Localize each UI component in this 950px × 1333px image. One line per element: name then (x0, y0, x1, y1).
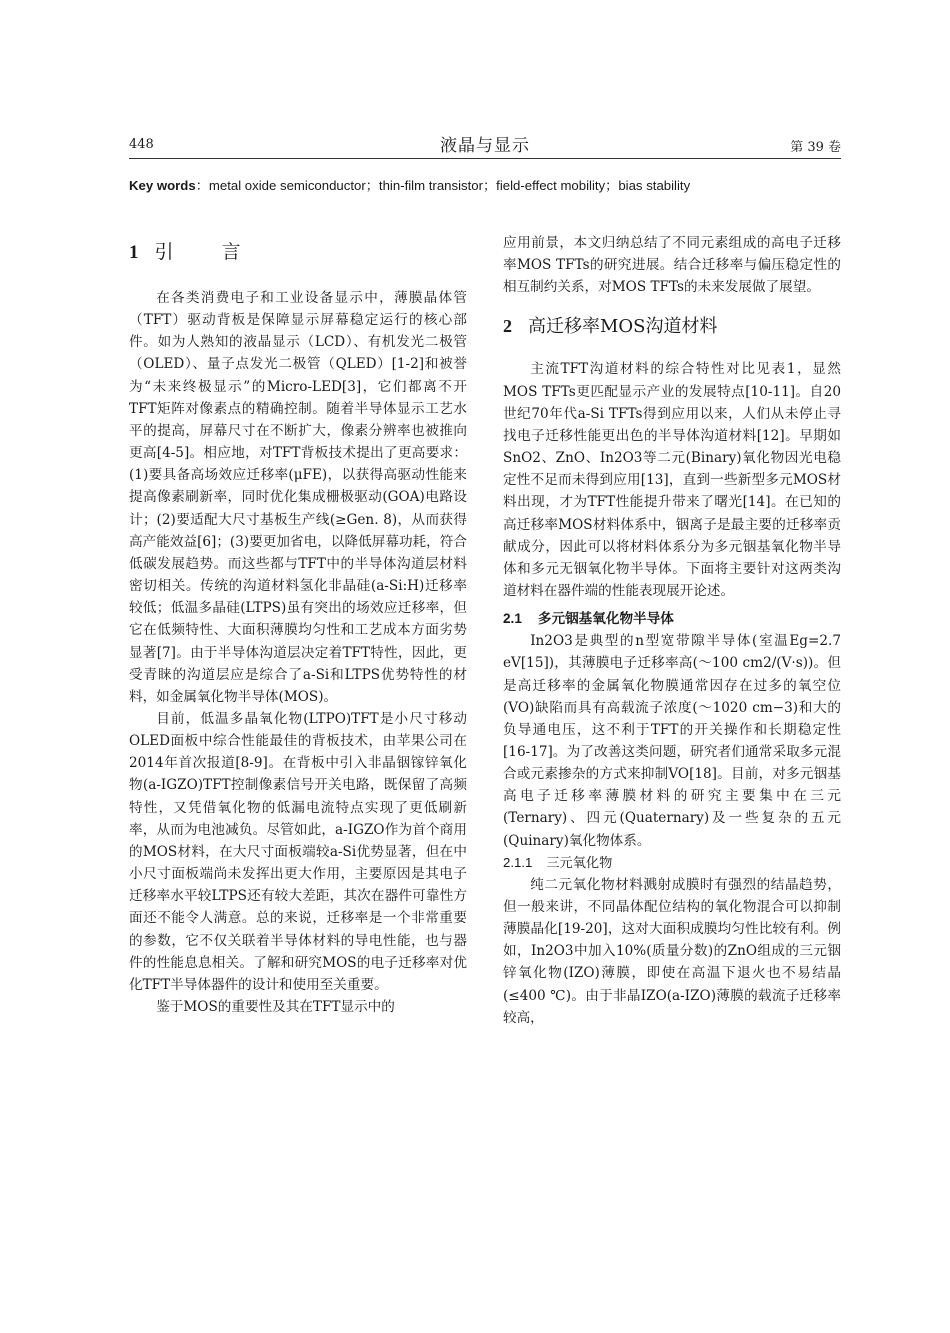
journal-name: 液晶与显示 (440, 136, 530, 156)
keywords-label: Key words (129, 178, 196, 193)
volume-number: 第 39 卷 (790, 140, 841, 155)
subsection-2-1-heading (503, 608, 841, 630)
left-column (129, 232, 467, 1018)
section-1-heading (129, 241, 467, 264)
subsection-2-1-number: 2.1 (503, 611, 522, 627)
intro-paragraph-1: 在各类消费电子和工业设备显示中，薄膜晶体管（TFT）驱动背板是保障显示屏幕稳定运行的核心部件。如为人熟知的液晶显示（LCD）、有机发光二极管（OLED）、量子点发光二极管（QLED）[1-2]和被誉为“未来终极显示”的Micro-LED[3]，它们都离不开TFT矩阵对像素点的精确控制。随着半导体显示工艺水平的提高，屏幕尺寸在不断扩大，像素分辨率也被推向更高[4-5]。相应地，对TFT背板技术提出了更高要求：(1)要具备高场效应迁移率(μFE)，以获得高驱动性能来提高像素刷新率，同时优化集成栅极驱动(GOA)电路设计；(2)要适配大尺寸基板生产线(≥Gen. 8)，从而获得高产能效益[6]；(3)要更加省电，以降低屏幕功耗，符合低碳发展趋势。而这些都与TFT中的半导体沟道层材料密切相关。传统的沟道材料氢化非晶硅(a-Si:H)迁移率较低；低温多晶硅(LTPS)虽有突出的场效应迁移率，但它在低频特性、大面积薄膜均匀性和工艺成本方面劣势显著[7]。由于半导体沟道层决定着TFT特性，因此，更受青睐的沟道层应是综合了a-Si和LTPS优势特性的材料，如金属氧化物半导体(MOS)。 (129, 290, 467, 705)
page-number: 448 (129, 137, 154, 152)
header-rule (129, 158, 841, 159)
intro-paragraph-3-cont: 应用前景，本文归纳总结了不同元素组成的高电子迁移率MOS TFTs的研究进展。结合迁移率与偏压稳定性的相互制约关系，对MOS TFTs的未来发展做了展望。 (503, 235, 841, 296)
section-2-paragraph: 主流TFT沟道材料的综合特性对比见表1，显然MOS TFTs更匹配显示产业的发展特点[10-11]。自20世纪70年代a-Si TFTs得到应用以来，人们从未停止寻找电子迁移性能更出色的半导体沟道材料[12]。早期如SnO2、ZnO、In2O3等二元(Binary)氧化物因光电稳定性不足而未得到应用[13]，直到一些新型多元MOS材料出现，才为TFT性能提升带来了曙光[14]。在已知的高迁移率MOS材料体系中，铟离子是最主要的迁移率贡献成分，因此可以将材料体系分为多元铟基氧化物半导体和多元无铟氧化物半导体。下面将主要针对这两类沟道材料在器件端的性能表现展开论述。 (503, 361, 841, 600)
section-1-title: 引言 (154, 241, 289, 263)
keywords-line (129, 175, 841, 194)
subsection-2-1-paragraph: In2O3是典型的n型宽带隙半导体(室温Eg=2.7 eV[15])，其薄膜电子迁移率高(～100 cm2/(V·s))。但是高迁移率的金属氧化物膜通常因存在过多的氧空位(VO)缺陷而具有高载流子浓度(～1020 cm−3)和大的负导通电压，这不利于TFT的开关操作和长期稳定性[16-17]。为了改善这类问题，研究者们通常采取多元混合或元素掺杂的方式来抑制VO[18]。目前，对多元铟基高电子迁移率薄膜材料的研究主要集中在三元(Ternary)、四元(Quaternary)及一些复杂的五元(Quinary)氧化物体系。 (503, 633, 841, 849)
section-2-heading (503, 315, 841, 338)
subsection-2-1-1-paragraph: 纯二元氧化物材料溅射成膜时有强烈的结晶趋势，但一般来讲，不同晶体配位结构的氧化物混合可以抑制薄膜晶化[19-20]，这对大面积成膜均匀性比较有利。例如，In2O3中加入10%(质量分数)的ZnO组成的三元铟锌氧化物(IZO)薄膜，即使在高温下退火也不易结晶(≤400 ℃)。由于非晶IZO(a-IZO)薄膜的载流子迁移率较高， (503, 876, 841, 1026)
intro-paragraph-3: 鉴于MOS的重要性及其在TFT显示中的 (156, 999, 395, 1015)
section-1-number: 1 (129, 242, 139, 263)
subsection-2-1-1-heading (503, 852, 841, 874)
section-2-number: 2 (503, 316, 512, 337)
subsection-2-1-1-number: 2.1.1 (503, 854, 533, 870)
section-2-title: 高迁移率MOS沟道材料 (528, 316, 718, 338)
keywords-text: ：metal oxide semiconductor；thin-film transistor；field-effect mobility；bias stability (195, 178, 691, 193)
right-column (503, 232, 841, 1029)
subsection-2-1-1-title: 三元氧化物 (546, 854, 613, 870)
page-header (129, 128, 841, 158)
subsection-2-1-title: 多元铟基氧化物半导体 (537, 611, 674, 627)
intro-paragraph-2: 目前，低温多晶氧化物(LTPO)TFT是小尺寸移动OLED面板中综合性能最佳的背板技术，由苹果公司在2014年首次报道[8-9]。在背板中引入非晶铟镓锌氧化物(a-IGZO)TFT控制像素信号开关电路，既保留了高频特性，又凭借氧化物的低漏电流特点实现了更低刷新率，从而为电池减负。尽管如此，a-IGZO作为首个商用的MOS材料，在大尺寸面板端较a-Si优势显著，但在中小尺寸面板端尚未发挥出更大作用，主要原因是其电子迁移率水平较LTPS还有较大差距，其次在器件可靠性方面还不能令人满意。总的来说，迁移率是一个非常重要的参数，它不仅关联着半导体材料的导电性能，也与器件的性能息息相关。了解和研究MOS的电子迁移率对优化TFT半导体器件的设计和使用至关重要。 (129, 710, 467, 993)
